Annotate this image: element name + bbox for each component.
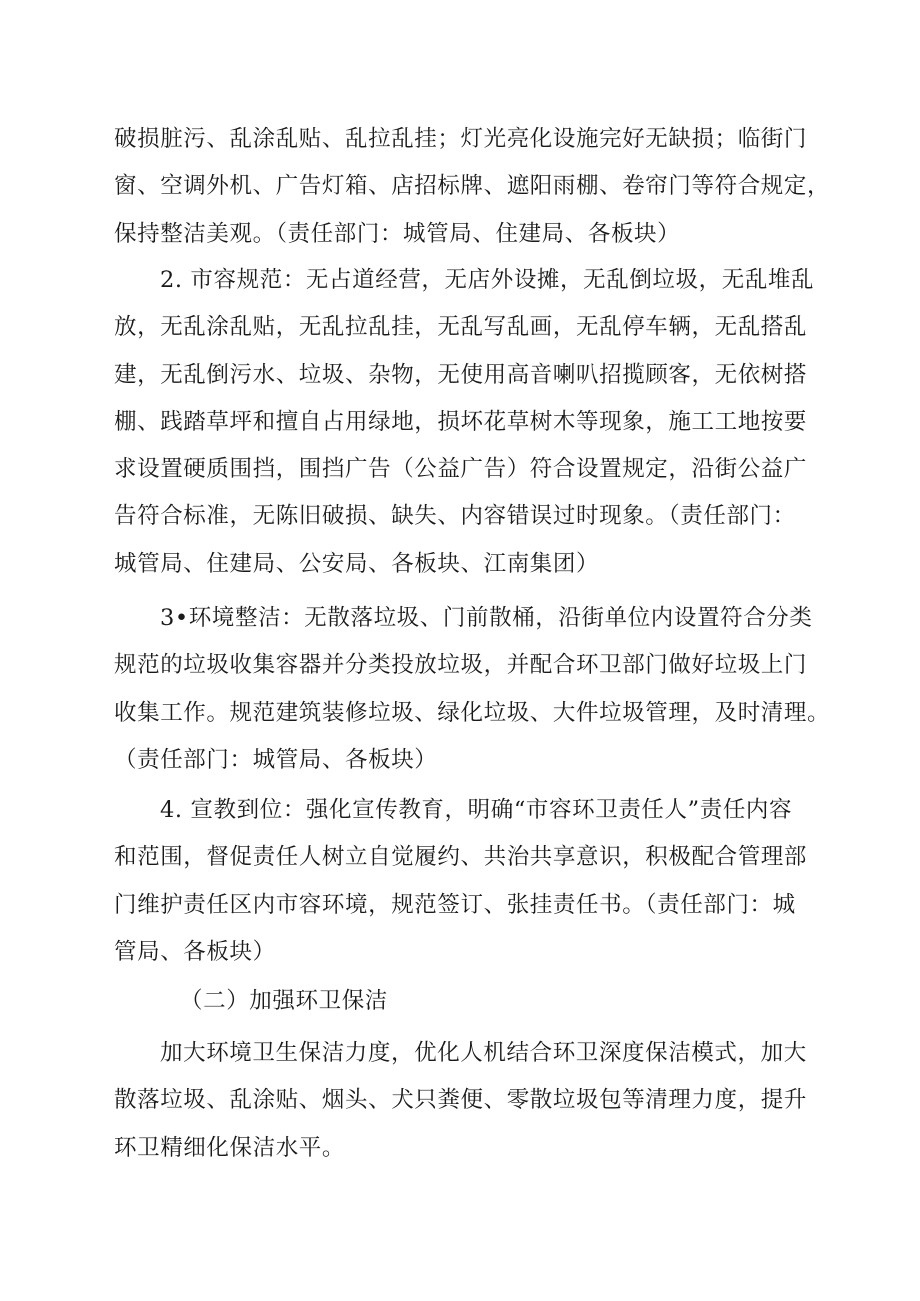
text-line: 散落垃圾、乱涂贴、烟头、犬只粪便、零散垃圾包等清理力度，提升 [114,1087,808,1114]
text-line: 求设置硬质围挡，围挡广告（公益广告）符合设置规定，沿街公益广 [114,456,808,483]
paragraph-item-2-city-appearance [114,257,814,588]
paragraph-item-4-education [114,787,814,976]
text-line: 破损脏污、乱涂乱贴、乱拉乱挂；灯光亮化设施完好无缺损；临街门 [114,126,808,152]
text-line: （责任部门：城管局、各板块） [114,746,438,773]
paragraph-item-3-environment [114,595,831,784]
text-line: 环卫精细化保洁水平。 [114,1134,346,1161]
text-line: 3•环境整洁：无散落垃圾、门前散桶，沿街单位内设置符合分类 [160,605,813,631]
text-line: 门维护责任区内市容环境，规范签订、张挂责任书。（责任部门：城 [114,891,796,918]
text-line: 4. 宣教到位：强化宣传教育，明确“市容环卫责任人”责任内容 [160,797,793,823]
text-line: 规范的垃圾收集容器并分类投放垃圾，并配合环卫部门做好垃圾上门 [114,652,808,679]
text-line: 收集工作。规范建筑装修垃圾、绿化垃圾、大件垃圾管理，及时清理。 [114,699,831,726]
paragraph-facade-continuation [114,116,831,258]
paragraph-sanitation [114,1030,814,1172]
text-line: 加大环境卫生保洁力度，优化人机结合环卫深度保洁模式，加大 [160,1040,807,1066]
text-line: 放，无乱涂乱贴，无乱拉乱挂，无乱写乱画，无乱停车辆，无乱搭乱 [114,314,808,341]
text-line: 城管局、住建局、公安局、各板块、江南集团） [114,550,600,577]
text-line: 和范围，督促责任人树立自觉履约、共治共享意识，积极配合管理部 [114,844,808,871]
section-heading-text: （二）加强环卫保洁 [180,988,388,1014]
text-line: 窗、空调外机、广告灯箱、店招标牌、遮阳雨棚、卷帘门等符合规定， [114,173,831,200]
text-line: 2. 市容规范：无占道经营，无店外设摊，无乱倒垃圾，无乱堆乱 [160,267,815,293]
section-heading [160,978,388,1025]
text-line: 棚、践踏草坪和擅自占用绿地，损坏花草树木等现象，施工工地按要 [114,408,808,435]
text-line: 管局、各板块） [114,938,276,965]
text-line: 建，无乱倒污水、垃圾、杂物，无使用高音喇叭招揽顾客，无依树搭 [114,361,808,388]
text-line: 告符合标准，无陈旧破损、缺失、内容错误过时现象。（责任部门： [114,503,796,530]
text-line: 保持整洁美观。（责任部门：城管局、住建局、各板块） [114,220,681,247]
